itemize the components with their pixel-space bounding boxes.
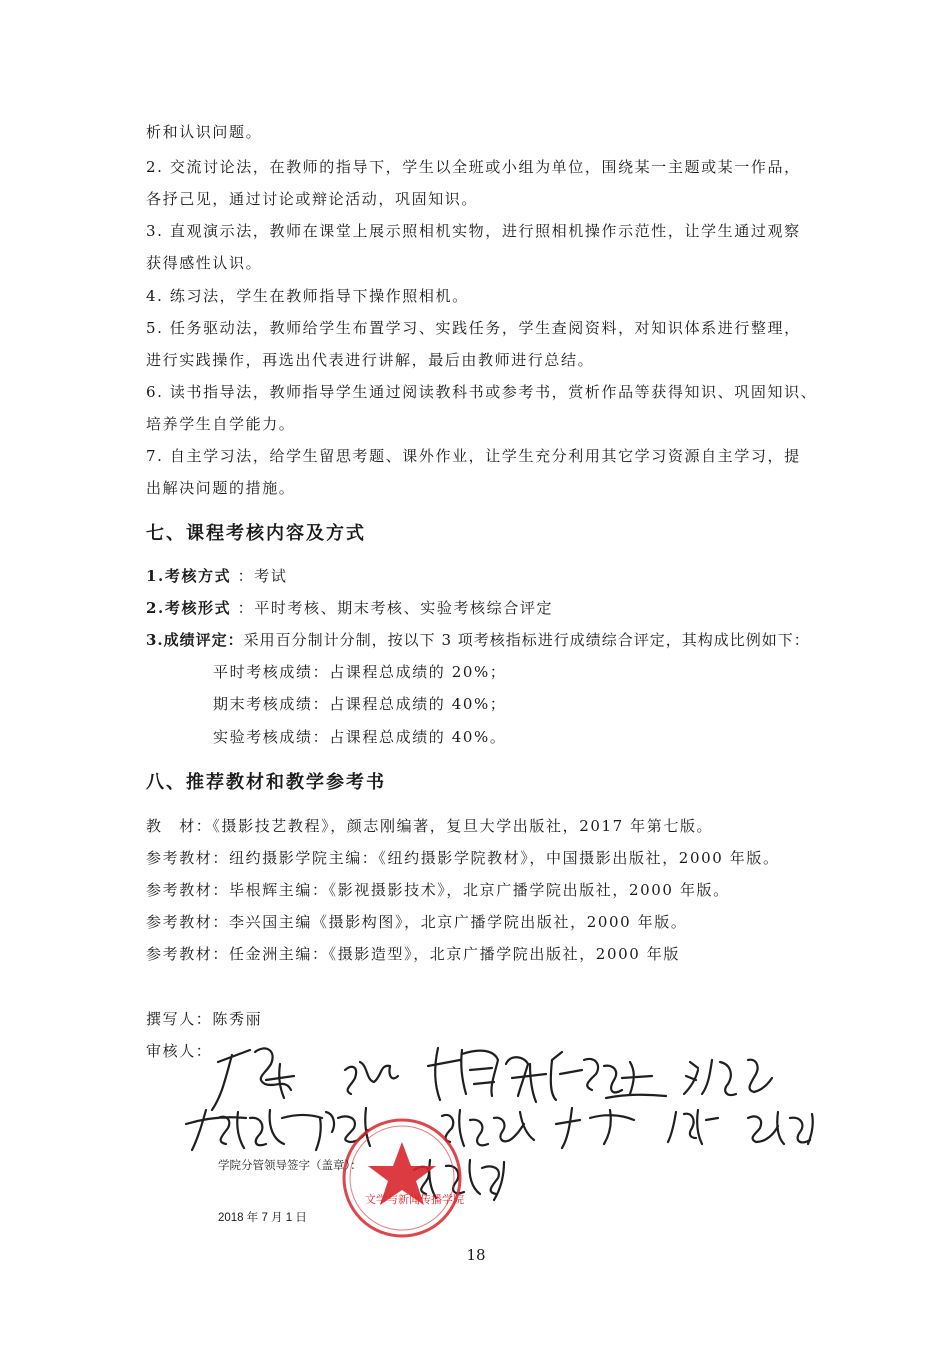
grade-evaluation-value: 采用百分制计分制，按以下 3 项考核指标进行成绩综合评定，其构成比例如下： (243, 631, 810, 649)
method-4: 4. 练习法，学生在教师指导下操作照相机。 (146, 287, 469, 305)
method-7-line-2: 出解决问题的措施。 (146, 479, 296, 497)
assessment-form-value: ：平时考核、期末考核、实验考核综合评定 (237, 599, 554, 617)
grade-component-final: 期末考核成绩：占课程总成绩的 40%； (213, 695, 507, 713)
method-2-line-1: 2. 交流讨论法，在教师的指导下，学生以全班或小组为单位，围绕某一主题或某一作品， (146, 158, 801, 176)
assessment-form-label: 2.考核形式 (146, 599, 232, 617)
reference-book-1: 参考教材：纽约摄影学院主编：《纽约摄影学院教材》，中国摄影出版社，2000 年版。 (146, 849, 780, 867)
grade-evaluation-label: 3.成绩评定： (146, 631, 244, 649)
section-7-heading: 七、课程考核内容及方式 (146, 523, 366, 544)
section-8-heading: 八、推荐教材和教学参考书 (146, 772, 386, 793)
assessment-method-label: 1.考核方式 (146, 567, 232, 585)
assessment-method-value: ：考试 (237, 567, 288, 585)
sign-date: 2018 年 7 月 1 日 (218, 1212, 307, 1224)
handwritten-signatures (186, 1048, 813, 1200)
method-7-line-1: 7. 自主学习法，给学生留思考题、课外作业，让学生充分利用其它学习资源自主学习，提 (146, 447, 801, 465)
method-3-line-1: 3. 直观演示法，教师在课堂上展示照相机实物，进行照相机操作示范性，让学生通过观察 (146, 222, 801, 240)
method-5-line-1: 5. 任务驱动法，教师给学生布置学习、实践任务，学生查阅资料，对知识体系进行整理， (146, 319, 801, 337)
reference-book-2: 参考教材：毕根辉主编：《影视摄影技术》，北京广播学院出版社，2000 年版。 (146, 881, 730, 899)
seal-institution-name: 文学与新闻传播学院 (365, 1193, 464, 1206)
reference-book-3: 参考教材：李兴国主编《摄影构图》，北京广播学院出版社，2000 年版。 (146, 913, 688, 931)
page-number: 18 (466, 1246, 486, 1264)
method-6-line-1: 6. 读书指导法，教师指导学生通过阅读教科书或参考书，赏析作品等获得知识、巩固知识、 (146, 383, 818, 401)
writer-line: 撰写人：陈秀丽 (146, 1010, 263, 1028)
textbook-main: 教 材：《摄影技艺教程》，颜志刚编著，复旦大学出版社，2017 年第七版。 (146, 817, 714, 835)
grade-component-lab: 实验考核成绩：占课程总成绩的 40%。 (213, 728, 507, 746)
grade-component-regular: 平时考核成绩：占课程总成绩的 20%； (213, 663, 507, 681)
leader-signature-label: 学院分管领导签字（盖章）： (218, 1160, 362, 1172)
method-6-line-2: 培养学生自学能力。 (146, 415, 296, 433)
method-text: 析和认识问题。 (146, 123, 263, 141)
method-3-line-2: 获得感性认识。 (146, 254, 263, 272)
reviewer-label: 审核人： (146, 1042, 213, 1060)
method-2-line-2: 各抒己见，通过讨论或辩论活动，巩固知识。 (146, 190, 479, 208)
method-5-line-2: 进行实践操作，再选出代表进行讲解，最后由教师进行总结。 (146, 351, 595, 369)
official-seal (344, 1120, 460, 1236)
reference-book-4: 参考教材：任金洲主编：《摄影造型》，北京广播学院出版社，2000 年版 (146, 945, 680, 963)
